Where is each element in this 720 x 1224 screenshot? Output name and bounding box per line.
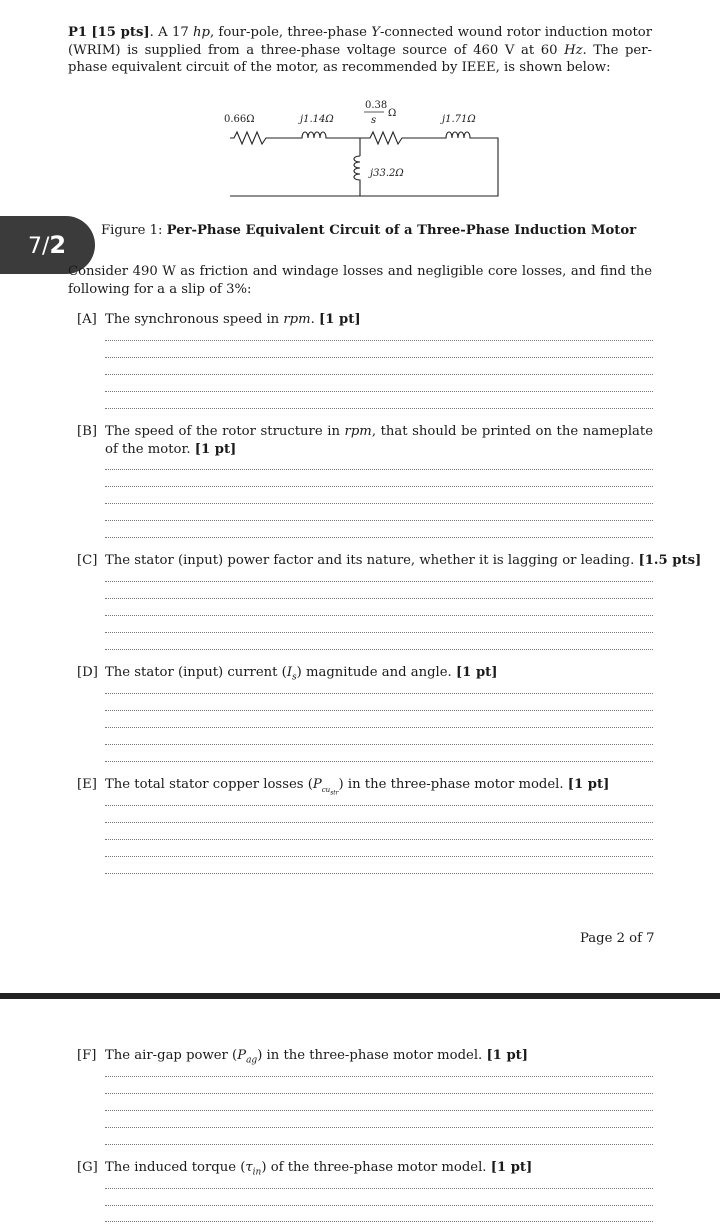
xm-inductor [354, 156, 360, 196]
answer-line[interactable] [105, 1221, 653, 1222]
r2-den-label: s [371, 115, 377, 126]
question-text: The total stator copper losses ( [105, 777, 313, 792]
question-var: τ [245, 1160, 253, 1175]
question-d [77, 664, 653, 687]
answer-line[interactable] [105, 805, 653, 806]
xm-label: j33.2Ω [370, 168, 404, 179]
answer-line[interactable] [105, 856, 653, 857]
answer-line[interactable] [105, 391, 653, 392]
question-points: [1 pt] [319, 312, 361, 327]
unit-hz: Hz [564, 42, 583, 58]
problem-text-4: . The per-phase equivalent circuit of the motor, as recommended by IEEE, is shown below: [68, 42, 652, 75]
x1-inductor [298, 132, 332, 138]
problem-text-3: -connected wound rotor induction motor (WRIM) is supplied from a three-phase voltage source of 460 V at 60 [68, 25, 653, 58]
answer-line[interactable] [105, 340, 653, 341]
r2-unit-label: Ω [388, 108, 397, 119]
question-var-sub2: str [330, 789, 339, 797]
question-label: [E] [77, 777, 97, 792]
question-text-post: . [310, 312, 320, 327]
answer-line[interactable] [105, 744, 653, 745]
problem-points: [15 pts] [91, 25, 150, 40]
answer-line[interactable] [105, 873, 653, 874]
question-label: [F] [77, 1048, 97, 1063]
question-text: The stator (input) power factor and its nature, whether it is lagging or leading. [105, 553, 639, 568]
problem-statement [68, 24, 652, 77]
answer-line[interactable] [105, 1188, 653, 1189]
question-var-sub: in [252, 1167, 262, 1178]
question-text-post: ) in the three-phase motor model. [257, 1048, 487, 1063]
answer-line[interactable] [105, 822, 653, 823]
answer-line[interactable] [105, 761, 653, 762]
answer-line[interactable] [105, 408, 653, 409]
answer-line[interactable] [105, 693, 653, 694]
y-connection: Y [371, 25, 380, 40]
question-points: [1.5 pts] [638, 553, 702, 568]
question-points: [1 pt] [567, 777, 610, 792]
question-points: [1 pt] [490, 1160, 533, 1175]
answer-line[interactable] [105, 727, 653, 728]
problem-text-1: . A 17 [149, 25, 194, 40]
answer-line[interactable] [105, 649, 653, 650]
question-g [77, 1159, 653, 1182]
given-statement: Consider 490 W as friction and windage losses and negligible core losses, and find the following for a a slip of 3%: [68, 264, 652, 297]
question-points: [1 pt] [486, 1048, 528, 1063]
answer-line[interactable] [105, 469, 653, 470]
figure-label: Figure 1: [101, 223, 163, 238]
r1-resistor [230, 132, 272, 144]
answer-line[interactable] [105, 1127, 653, 1128]
question-var-sub: ag [246, 1055, 258, 1066]
answer-line[interactable] [105, 520, 653, 521]
question-f [77, 1047, 653, 1070]
question-b [77, 423, 653, 458]
question-text: The stator (input) current ( [105, 665, 287, 680]
question-text-post: ) in the three-phase motor model. [338, 777, 568, 792]
page-number: Page 2 of 7 [580, 931, 655, 946]
x2-inductor [438, 132, 476, 138]
answer-line[interactable] [105, 1110, 653, 1111]
question-text: The air-gap power ( [105, 1048, 238, 1063]
problem-text-2: , four-pole, three-phase [209, 25, 372, 40]
question-label: [D] [77, 665, 98, 680]
answer-line[interactable] [105, 486, 653, 487]
answer-line[interactable] [105, 632, 653, 633]
answer-line[interactable] [105, 537, 653, 538]
question-text-post: , that should be printed on the nameplate of the motor. [105, 424, 653, 457]
r1-label: 0.66Ω [224, 114, 255, 125]
answer-line[interactable] [105, 503, 653, 504]
answer-line[interactable] [105, 710, 653, 711]
badge-current: 7 [28, 234, 42, 259]
answer-line[interactable] [105, 1076, 653, 1077]
question-text-post: ) of the three-phase motor model. [261, 1160, 491, 1175]
question-text: The speed of the rotor structure in [105, 424, 345, 439]
answer-line[interactable] [105, 1144, 653, 1145]
question-a [77, 311, 653, 329]
answer-line[interactable] [105, 1093, 653, 1094]
answer-line[interactable] [105, 598, 653, 599]
question-var-sub: s [292, 672, 297, 683]
question-var: rpm [283, 312, 311, 327]
question-var: rpm [344, 424, 372, 439]
answer-line[interactable] [105, 581, 653, 582]
question-var: P [312, 777, 322, 792]
r2-resistor [360, 132, 408, 144]
x2-label: j1.71Ω [442, 114, 476, 125]
question-text: The synchronous speed in [105, 312, 284, 327]
question-label: [A] [77, 312, 97, 327]
question-text-post: ) magnitude and angle. [296, 665, 456, 680]
question-points: [1 pt] [455, 665, 498, 680]
badge-sep: / [42, 234, 50, 259]
question-points: [1 pt] [194, 441, 237, 457]
equivalent-circuit-diagram [220, 92, 510, 202]
answer-line[interactable] [105, 1205, 653, 1206]
question-var: I [286, 665, 293, 680]
question-label: [B] [77, 424, 97, 439]
question-var: P [237, 1048, 247, 1063]
answer-line[interactable] [105, 839, 653, 840]
figure-title: Per-Phase Equivalent Circuit of a Three-Phase Induction Motor [166, 223, 637, 238]
question-e [77, 776, 653, 802]
question-c [77, 552, 702, 570]
question-label: [G] [77, 1160, 98, 1175]
answer-line[interactable] [105, 615, 653, 616]
badge-total: 2 [49, 231, 67, 259]
problem-label: P1 [68, 25, 88, 40]
x1-label: j1.14Ω [300, 114, 334, 125]
unit-hp: hp [193, 25, 210, 40]
answer-line[interactable] [105, 374, 653, 375]
question-var-sub: cu [321, 785, 331, 794]
document-page-3 [0, 999, 720, 1224]
question-label: [C] [77, 553, 98, 568]
question-text: The induced torque ( [105, 1160, 246, 1175]
answer-line[interactable] [105, 357, 653, 358]
r2-num-label: 0.38 [365, 100, 388, 111]
figure-caption [101, 223, 636, 238]
